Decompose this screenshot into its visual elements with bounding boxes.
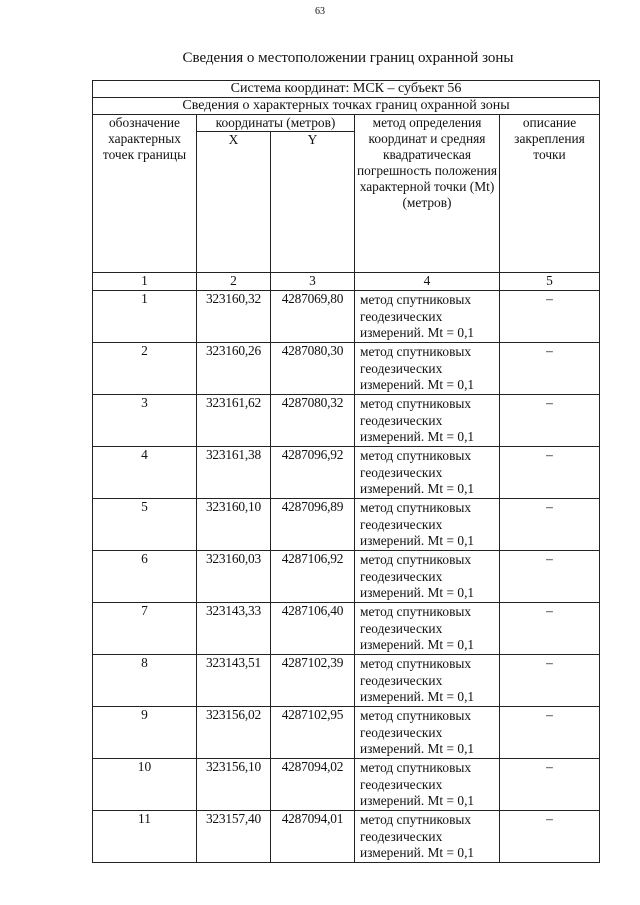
column-number-row — [93, 273, 600, 291]
table-row — [93, 499, 600, 551]
cell-method: метод спутниковых геодезических измерений. Mt = 0,1 — [355, 395, 500, 447]
cell-coordinate-y: 4287080,32 — [271, 395, 355, 447]
table-section-header: Сведения о характерных точках границ охранной зоны — [93, 98, 600, 115]
cell-description: – — [500, 343, 600, 395]
coordinate-system-row: Система координат: МСК – субъект 56 — [93, 81, 600, 98]
header-y: Y — [271, 132, 355, 273]
table-row — [93, 395, 600, 447]
table-row — [93, 811, 600, 863]
column-number: 4 — [355, 273, 500, 291]
cell-coordinate-y: 4287102,39 — [271, 655, 355, 707]
table-row — [93, 551, 600, 603]
cell-coordinate-x: 323157,40 — [197, 811, 271, 863]
page-title: Сведения о местоположении границ охранной зоны — [182, 50, 514, 66]
table-row — [93, 655, 600, 707]
table-row — [93, 291, 600, 343]
cell-coordinate-y: 4287106,92 — [271, 551, 355, 603]
cell-coordinate-y: 4287106,40 — [271, 603, 355, 655]
cell-coordinate-x: 323161,38 — [197, 447, 271, 499]
cell-method: метод спутниковых геодезических измерений. Mt = 0,1 — [355, 811, 500, 863]
cell-coordinate-x: 323161,62 — [197, 395, 271, 447]
cell-coordinate-y: 4287102,95 — [271, 707, 355, 759]
cell-method: метод спутниковых геодезических измерений. Mt = 0,1 — [355, 551, 500, 603]
cell-point-number: 3 — [93, 395, 197, 447]
column-number: 3 — [271, 273, 355, 291]
column-number: 2 — [197, 273, 271, 291]
boundary-points-table — [92, 80, 600, 863]
cell-point-number: 8 — [93, 655, 197, 707]
cell-point-number: 9 — [93, 707, 197, 759]
cell-coordinate-x: 323156,02 — [197, 707, 271, 759]
cell-point-number: 2 — [93, 343, 197, 395]
cell-coordinate-x: 323143,33 — [197, 603, 271, 655]
cell-coordinate-y: 4287096,89 — [271, 499, 355, 551]
cell-coordinate-x: 323160,03 — [197, 551, 271, 603]
cell-description: – — [500, 707, 600, 759]
cell-method: метод спутниковых геодезических измерений. Mt = 0,1 — [355, 759, 500, 811]
cell-coordinate-y: 4287094,02 — [271, 759, 355, 811]
page-number: 63 — [315, 6, 325, 17]
cell-method: метод спутниковых геодезических измерений. Mt = 0,1 — [355, 291, 500, 343]
column-number: 5 — [500, 273, 600, 291]
cell-coordinate-x: 323160,32 — [197, 291, 271, 343]
cell-description: – — [500, 759, 600, 811]
header-coordinates: координаты (метров) — [197, 115, 355, 132]
cell-description: – — [500, 655, 600, 707]
cell-method: метод спутниковых геодезических измерений. Mt = 0,1 — [355, 343, 500, 395]
header-point-description: описание закрепления точки — [500, 115, 600, 273]
cell-coordinate-y: 4287080,30 — [271, 343, 355, 395]
cell-method: метод спутниковых геодезических измерений. Mt = 0,1 — [355, 603, 500, 655]
header-method: метод определения координат и средняя квадратическая погрешность положения характерной точки (Mt) (метров) — [355, 115, 500, 273]
cell-point-number: 11 — [93, 811, 197, 863]
column-number: 1 — [93, 273, 197, 291]
table-row — [93, 603, 600, 655]
cell-description: – — [500, 551, 600, 603]
cell-description: – — [500, 811, 600, 863]
cell-point-number: 4 — [93, 447, 197, 499]
table-row — [93, 759, 600, 811]
cell-point-number: 1 — [93, 291, 197, 343]
table-row — [93, 343, 600, 395]
cell-coordinate-y: 4287069,80 — [271, 291, 355, 343]
cell-description: – — [500, 499, 600, 551]
cell-coordinate-y: 4287094,01 — [271, 811, 355, 863]
header-point-designation: обозначение характерных точек границы — [93, 115, 197, 273]
cell-coordinate-x: 323156,10 — [197, 759, 271, 811]
cell-method: метод спутниковых геодезических измерений. Mt = 0,1 — [355, 447, 500, 499]
table-row — [93, 447, 600, 499]
cell-description: – — [500, 603, 600, 655]
cell-method: метод спутниковых геодезических измерений. Mt = 0,1 — [355, 707, 500, 759]
cell-point-number: 5 — [93, 499, 197, 551]
cell-description: – — [500, 395, 600, 447]
cell-coordinate-x: 323160,10 — [197, 499, 271, 551]
cell-method: метод спутниковых геодезических измерений. Mt = 0,1 — [355, 655, 500, 707]
cell-point-number: 10 — [93, 759, 197, 811]
cell-point-number: 7 — [93, 603, 197, 655]
cell-coordinate-y: 4287096,92 — [271, 447, 355, 499]
cell-point-number: 6 — [93, 551, 197, 603]
cell-coordinate-x: 323143,51 — [197, 655, 271, 707]
table-row — [93, 707, 600, 759]
cell-description: – — [500, 447, 600, 499]
header-x: X — [197, 132, 271, 273]
cell-description: – — [500, 291, 600, 343]
cell-method: метод спутниковых геодезических измерений. Mt = 0,1 — [355, 499, 500, 551]
cell-coordinate-x: 323160,26 — [197, 343, 271, 395]
